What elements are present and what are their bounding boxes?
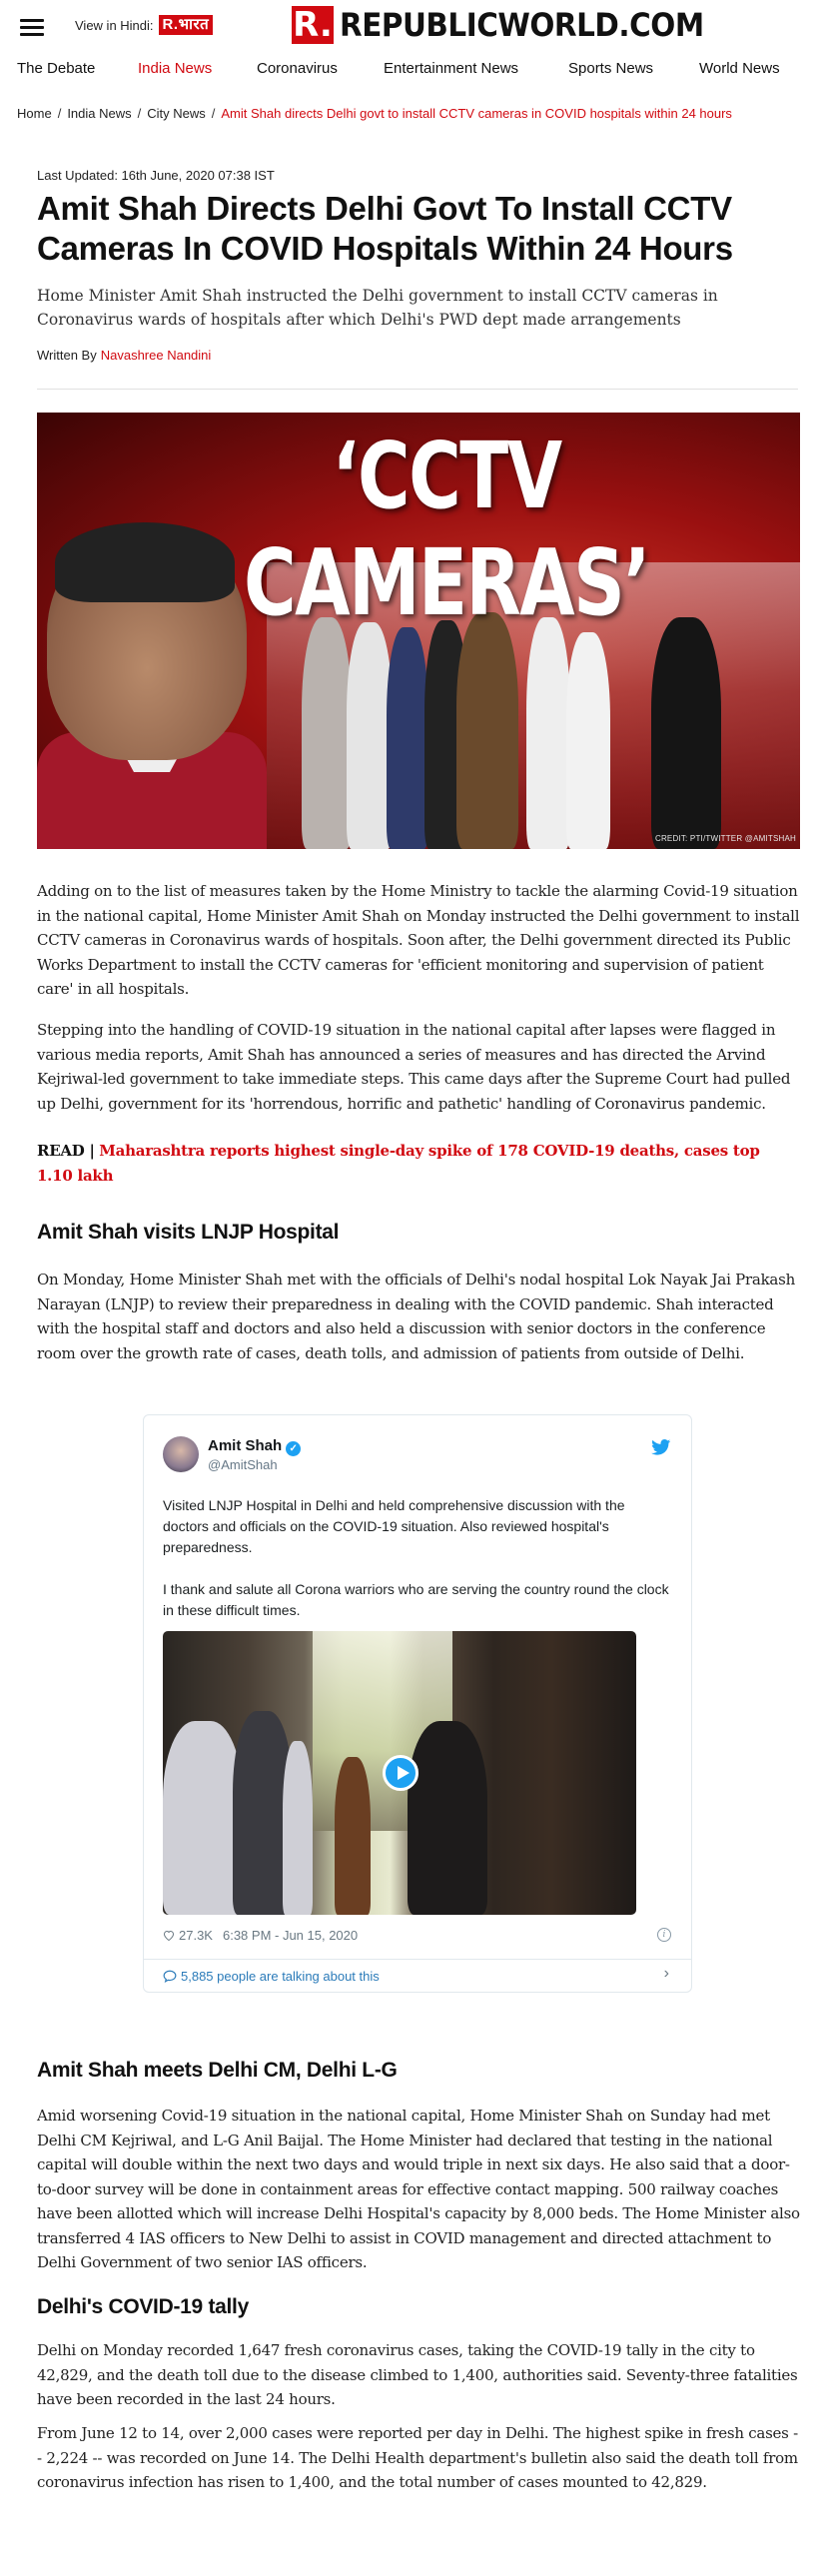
video-figure [408, 1721, 487, 1915]
hero-image [37, 413, 800, 849]
nav-item-entertainment-news[interactable]: Entertainment News [384, 60, 519, 77]
view-in-hindi[interactable] [75, 15, 213, 35]
like-button[interactable] [163, 1928, 213, 1943]
heart-icon [163, 1930, 175, 1941]
section-heading: Amit Shah visits LNJP Hospital [37, 1221, 340, 1244]
written-by-label: Written By [37, 348, 97, 363]
hero-figure [302, 617, 352, 849]
breadcrumb-home[interactable]: Home [17, 106, 52, 121]
main-nav [0, 55, 836, 85]
hero-hair [55, 522, 235, 602]
tweet-author-name[interactable] [208, 1437, 301, 1456]
tweet-divider [144, 1959, 691, 1960]
embedded-tweet[interactable] [143, 1414, 692, 1993]
article-paragraph: Adding on to the list of measures taken by the Home Ministry to tackle the alarming Covid-19 situation in the national capital, Home Minister Amit Shah on Monday instructed the Delhi government to install CCTV cameras in Coronavirus wards of hospitals. Soon after, the Delhi government directed its Public Works Department to install the CCTV cameras for 'efficient monitoring and supervision of patient care' in all hospitals. [37, 882, 800, 998]
comment-icon [163, 1970, 177, 1983]
nav-item-india-news[interactable]: India News [138, 60, 213, 77]
video-figure [283, 1741, 313, 1915]
video-figure [163, 1721, 243, 1915]
breadcrumb-india-news[interactable]: India News [67, 106, 132, 121]
article-paragraph: Stepping into the handling of COVID-19 situation in the national capital after lapses were flagged in various media reports, Amit Shah has announced a series of measures and has directed the Arvind Kejriwal-led government to take immediate steps. This came days after the Supreme Court had pulled up Delhi, government for its 'horrendous, horrific and pathetic' handling of Coronavirus pandemic. [37, 1021, 791, 1113]
article-subtitle: Home Minister Amit Shah instructed the Delhi government to install CCTV cameras in Coronavirus wards of hospitals after which Delhi's PWD dept made arrangements [37, 287, 718, 329]
video-figure [335, 1757, 371, 1915]
conversation-count: 5,885 people are talking about this [181, 1969, 380, 1984]
site-logo[interactable] [292, 6, 735, 44]
hero-figure [651, 617, 721, 849]
brand-name: REPUBLICWORLD.COM [340, 6, 704, 44]
article-paragraph: Delhi on Monday recorded 1,647 fresh coronavirus cases, taking the COVID-19 tally in the city to 42,829, and the death toll due to the disease climbed to 1,400, authorities said. Seventy-three fatalities have been recorded in the last 24 hours. [37, 2341, 798, 2408]
play-button[interactable] [383, 1755, 418, 1791]
hero-figure [566, 632, 610, 849]
breadcrumb-city-news[interactable]: City News [147, 106, 206, 121]
tweet-text-paragraph: I thank and salute all Corona warriors who are serving the country round the clock in these difficult times. [163, 1581, 669, 1618]
breadcrumb [17, 106, 732, 121]
divider [37, 389, 798, 390]
article-paragraph: From June 12 to 14, over 2,000 cases were reported per day in Delhi. The highest spike in fresh cases -- 2,224 -- was recorded on June 14. The Delhi Health department's bulletin also said the death toll from coronavirus infection has risen to 1,400, and the total number of cases mounted to 42,829. [37, 2424, 798, 2491]
tweet-meta [163, 1928, 358, 1943]
article-title: Amit Shah Directs Delhi Govt To Install CCTV Cameras In COVID Hospitals Within 24 Hours [37, 190, 733, 267]
breadcrumb-separator: / [137, 106, 142, 121]
nav-item-coronavirus[interactable]: Coronavirus [257, 60, 338, 77]
chevron-right-icon[interactable]: › [663, 1965, 669, 1982]
read-more-label: READ | [37, 1142, 95, 1160]
tweet-text-paragraph: Visited LNJP Hospital in Delhi and held comprehensive discussion with the doctors and officials on the COVID-19 situation. Also reviewed hospital's preparedness. [163, 1497, 625, 1555]
breadcrumb-separator: / [57, 106, 62, 121]
tweet-video[interactable] [163, 1631, 636, 1915]
breadcrumb-separator: / [211, 106, 216, 121]
author-link[interactable]: Navashree Nandini [100, 348, 212, 363]
bharat-logo[interactable]: R.भारत [159, 15, 214, 35]
menu-icon[interactable] [20, 19, 44, 35]
article-paragraph: Amid worsening Covid-19 situation in the national capital, Home Minister Shah on Sunday had met Delhi CM Kejriwal, and L-G Anil Baijal. The Home Minister had declared that testing in the national capital will double within the next two days and would triple in next six days. He also said that a door-to-door survey will be done in containment areas for effective contact mapping. 500 railway coaches have been allotted which will increase Delhi Hospital's capacity by 8,000 beds. The Home Minister also transferred 4 IAS officers to New Delhi to assist in COVID management and directed attachment to Delhi Government of two senior IAS officers. [37, 2107, 800, 2271]
read-more-link[interactable]: Maharashtra reports highest single-day spike of 178 COVID-19 deaths, cases top 1.10 lakh [37, 1142, 760, 1185]
last-updated: Last Updated: 16th June, 2020 07:38 IST [37, 168, 275, 183]
brand-mark: R. [293, 5, 333, 45]
site-header [0, 0, 836, 50]
tweet-timestamp[interactable]: 6:38 PM - Jun 15, 2020 [222, 1928, 359, 1943]
info-icon[interactable]: i [657, 1928, 671, 1942]
tweet-text [163, 1495, 672, 1621]
view-in-hindi-label: View in Hindi: [75, 17, 154, 33]
section-heading: Delhi's COVID-19 tally [37, 2295, 249, 2318]
breadcrumb-current: Amit Shah directs Delhi govt to install CCTV cameras in COVID hospitals within 24 hours [221, 106, 732, 121]
nav-item-the-debate[interactable]: The Debate [17, 60, 96, 77]
image-credit: CREDIT: PTI/TWITTER @AMITSHAH [654, 834, 796, 843]
nav-item-sports-news[interactable]: Sports News [568, 60, 654, 77]
conversation-link[interactable] [163, 1969, 380, 1984]
tweet-handle[interactable]: @AmitShah [208, 1457, 278, 1472]
tweet-avatar[interactable] [163, 1436, 199, 1472]
verified-badge-icon: ✓ [286, 1441, 301, 1456]
hero-figure [526, 617, 570, 849]
read-more [37, 1139, 800, 1188]
byline [37, 348, 800, 363]
section-heading: Amit Shah meets Delhi CM, Delhi L-G [37, 2059, 398, 2082]
twitter-bird-icon[interactable] [651, 1439, 671, 1455]
tweet-author-name-text: Amit Shah [208, 1437, 283, 1454]
hero-figure-center [456, 612, 518, 849]
hero-headline-text: ‘CCTV CAMERAS’ [244, 423, 649, 636]
hero-figure [387, 627, 428, 849]
article-paragraph: On Monday, Home Minister Shah met with the officials of Delhi's nodal hospital Lok Nayak Jai Prakash Narayan (LNJP) to review their preparedness in dealing with the COVID pandemic. Shah interacted with the hospital staff and doctors and also held a discussion with senior doctors in the conference room over the growth rate of cases, death tolls, and admission of patients from outside of Delhi. [37, 1271, 795, 1362]
like-count: 27.3K [179, 1928, 213, 1943]
nav-item-world-news[interactable]: World News [699, 60, 780, 77]
